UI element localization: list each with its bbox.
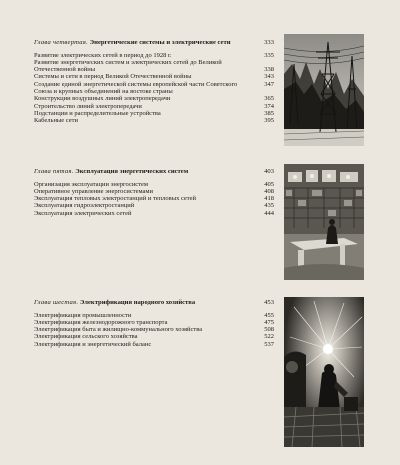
entry-page: 335: [264, 51, 274, 59]
toc-entry: [34, 73, 274, 80]
entry-page: 347: [264, 80, 274, 88]
toc-entry: [34, 103, 274, 110]
chapter-page: 403: [264, 168, 274, 175]
chapter-name: Эксплуатация энергетических систем: [75, 168, 189, 175]
entry-page: 537: [264, 340, 274, 348]
entry-page: 418: [264, 195, 274, 203]
entry-page: 435: [264, 202, 274, 210]
entry-title: Развитие электрических сетей в период до 1928 г.: [34, 51, 172, 59]
entry-title: Электрификация и энергетический баланс: [34, 340, 152, 348]
entry-title: Системы и сети в период Великой Отечественной войны: [34, 73, 192, 81]
toc-entry: [34, 333, 274, 340]
toc-entry: [34, 52, 274, 59]
entry-title: Эксплуатация электрических сетей: [34, 209, 132, 217]
entry-page: 508: [264, 326, 274, 334]
chapter-label: Глава пятая.: [34, 168, 74, 175]
chapter-name: Электрификация народного хозяйства: [79, 299, 196, 306]
entry-page: 475: [264, 318, 274, 326]
entry-page: 522: [264, 333, 274, 341]
entry-page: 374: [264, 102, 274, 110]
entry-page: 395: [264, 117, 274, 125]
photo-transmission-towers: [284, 34, 364, 146]
toc-entry: [34, 95, 274, 102]
entry-title: Электрификация промышленности: [34, 311, 132, 319]
entry-title: Оперативное управление энергосистемами: [34, 187, 154, 195]
entry-title: Создание единой энергетической системы европейской части Советского Союза и крупных объединений на востоке страны: [34, 80, 238, 96]
entry-title: Электрификация сельского хозяйства: [34, 333, 138, 341]
entry-title: Электрификация железнодорожного транспорта: [34, 318, 168, 326]
toc-entry: [34, 319, 274, 326]
toc-entry: [34, 59, 274, 74]
entry-page: 338: [264, 65, 274, 73]
entry-title: Подстанции и распределительные устройства: [34, 109, 161, 117]
entry-page: 365: [264, 95, 274, 103]
entry-title: Организация эксплуатации энергосистем: [34, 180, 149, 188]
entry-title: Кабельные сети: [34, 117, 78, 125]
toc-entry: [34, 110, 274, 117]
toc-entry: [34, 188, 274, 195]
toc-entry: [34, 181, 274, 188]
chapter-heading: [34, 299, 274, 307]
toc-entry: [34, 195, 274, 202]
entry-page: 444: [264, 209, 274, 217]
toc-entry: [34, 117, 274, 124]
chapter-label: Глава четвертая.: [34, 39, 89, 46]
toc-entry: [34, 341, 274, 348]
chapter-page: 453: [264, 299, 274, 306]
entry-title: Строительство линий электропередачи: [34, 102, 142, 110]
chapter-label: Глава шестая.: [34, 299, 79, 306]
photo-welding-worker: [284, 297, 364, 447]
entry-page: 408: [264, 187, 274, 195]
toc-entry: [34, 326, 274, 333]
entry-page: 385: [264, 109, 274, 117]
chapter-name: Энергетические системы и электрические сети: [89, 39, 231, 46]
chapter-heading: [34, 39, 274, 47]
chapter-6: [34, 299, 274, 348]
entry-title: Эксплуатация гидроэлектростанций: [34, 202, 135, 210]
entry-title: Конструкции воздушных линий электропередачи: [34, 95, 171, 103]
entry-title: Эксплуатация тепловых электростанций и тепловых сетей: [34, 195, 197, 203]
toc-entry: [34, 81, 274, 96]
entry-page: 455: [264, 311, 274, 319]
entry-title: Электрификация быта и жилищно-коммунального хозяйства: [34, 326, 203, 334]
chapter-heading: [34, 168, 274, 176]
entry-page: 405: [264, 180, 274, 188]
toc-entry: [34, 312, 274, 319]
entry-title: Развитие энергетических систем и электрических сетей до Великой Отечественной войны: [34, 58, 222, 74]
entry-page: 343: [264, 73, 274, 81]
toc-entry: [34, 202, 274, 209]
photo-control-room: [284, 164, 364, 280]
chapter-4: [34, 39, 274, 125]
chapter-5: [34, 168, 274, 217]
toc-entry: [34, 210, 274, 217]
chapter-page: 333: [264, 39, 274, 46]
